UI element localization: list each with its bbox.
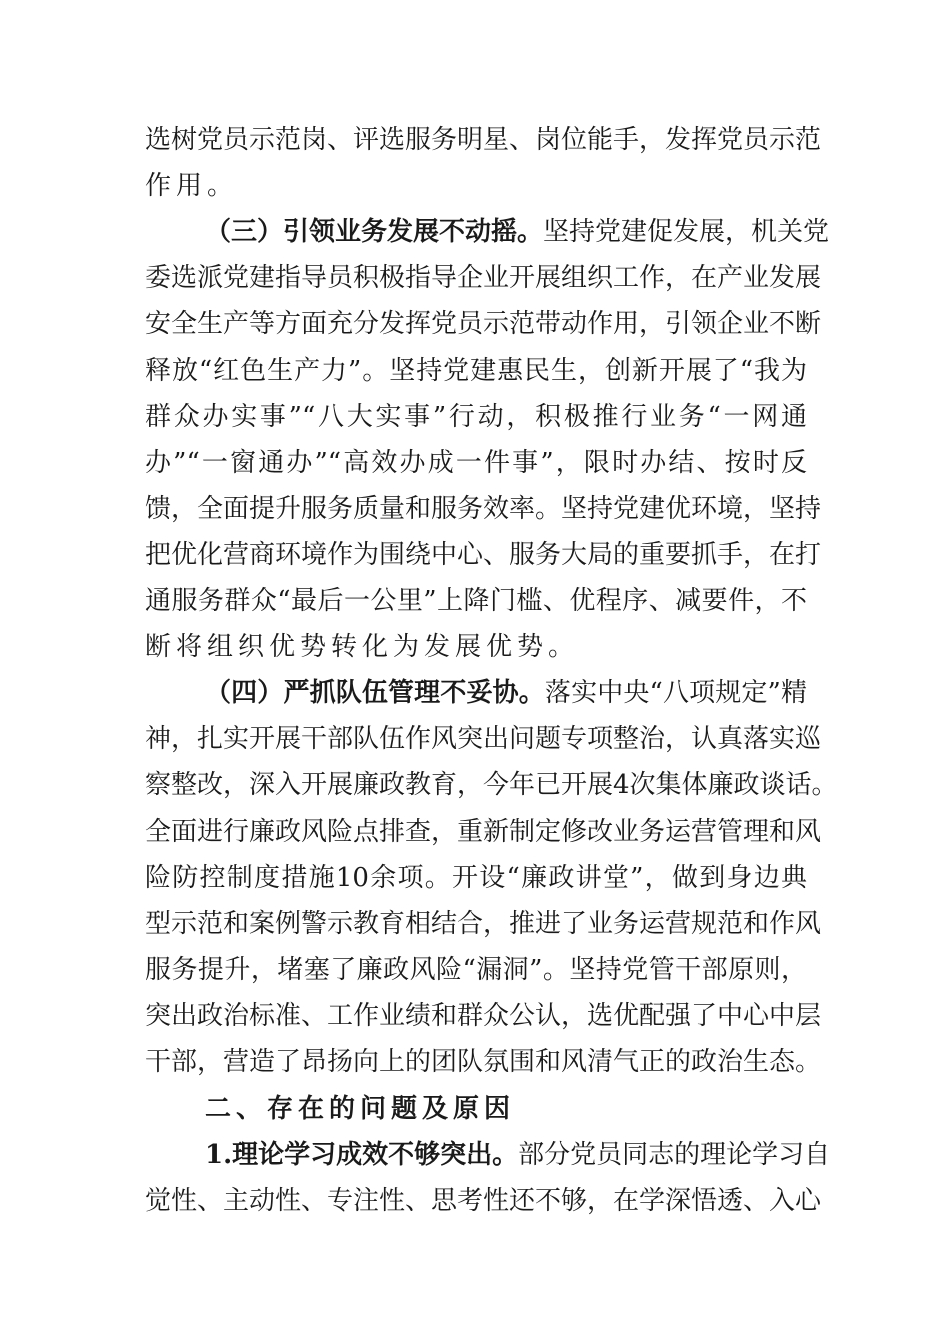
body-text: 释放“红色生产力”。坚持党建惠民生，创新开展了“我为 — [145, 355, 807, 386]
text-line — [205, 1132, 831, 1178]
text-line — [145, 163, 807, 209]
text-line — [205, 1086, 807, 1132]
body-text: 办”“一窗通办”“高效办成一件事”，限时办结、按时反 — [145, 447, 807, 478]
body-text: 部分党员同志的理论学习自 — [518, 1140, 831, 1171]
body-text: 服务提升，堵塞了廉政风险“漏洞”。坚持党管干部原则， — [145, 954, 807, 985]
text-line — [145, 578, 807, 624]
body-text: 委选派党建指导员积极指导企业开展组织工作，在产业发展 — [145, 263, 822, 294]
text-line — [145, 255, 822, 301]
text-line — [145, 1039, 822, 1085]
text-line — [145, 716, 822, 762]
body-text: 选树党员示范岗、评选服务明星、岗位能手，发挥党员示范 — [145, 125, 822, 155]
text-line — [145, 486, 822, 532]
body-text: 神，扎实开展干部队伍作风突出问题专项整治，认真落实巡 — [145, 724, 822, 755]
text-line — [145, 117, 822, 163]
body-text: 安全生产等方面充分发挥党员示范带动作用，引领企业不断 — [145, 309, 822, 340]
body-text: 把优化营商环境作为围绕中心、服务大局的重要抓手，在打 — [145, 539, 822, 570]
body-text: 坚持党建促发展，机关党 — [543, 217, 830, 248]
text-line — [145, 301, 822, 347]
body-text: 群众办实事”“八大实事”行动，积极推行业务“一网通 — [145, 401, 807, 432]
body-text: 察整改，深入开展廉政教育，今年已开展4次集体廉政谈话。 — [145, 770, 838, 801]
text-line — [145, 1178, 822, 1224]
body-text: 断将组织优势转化为发展优势。 — [145, 632, 580, 663]
text-line — [145, 532, 822, 578]
text-line — [145, 993, 822, 1039]
bold-heading: 1.理论学习成效不够突出。 — [205, 1140, 519, 1171]
text-line — [145, 947, 807, 993]
body-text: 干部，营造了昂扬向上的团队氛围和风清气正的政治生态。 — [145, 1047, 822, 1077]
body-text: 作用。 — [145, 171, 239, 202]
body-text: 型示范和案例警示教育相结合，推进了业务运营规范和作风 — [145, 908, 822, 939]
bold-heading: （四）严抓队伍管理不妥协。 — [205, 678, 545, 709]
bold-heading: （三）引领业务发展不动摇。 — [205, 217, 544, 248]
text-line — [145, 855, 807, 901]
bold-heading: 二、存在的问题及原因 — [205, 1094, 516, 1125]
body-text: 通服务群众“最后一公里”上降门槛、优程序、减要件，不 — [145, 586, 807, 616]
text-line — [205, 209, 830, 255]
text-line — [145, 762, 838, 808]
text-line — [145, 901, 822, 947]
body-text: 落实中央“八项规定”精 — [544, 678, 807, 709]
body-text: 觉性、主动性、专注性、思考性还不够，在学深悟透、入心 — [145, 1186, 822, 1217]
text-line — [145, 348, 807, 394]
body-text: 全面进行廉政风险点排查，重新制定修改业务运营管理和风 — [145, 816, 822, 847]
text-line — [145, 394, 807, 440]
body-text: 馈，全面提升服务质量和服务效率。坚持党建优环境，坚持 — [145, 493, 822, 524]
text-line — [145, 624, 807, 670]
body-text: 突出政治标准、工作业绩和群众公认，选优配强了中心中层 — [145, 1000, 822, 1031]
text-line — [205, 670, 807, 716]
body-text: 险防控制度措施10余项。开设“廉政讲堂”，做到身边典 — [145, 862, 807, 893]
text-line — [145, 440, 807, 486]
text-line — [145, 809, 822, 855]
